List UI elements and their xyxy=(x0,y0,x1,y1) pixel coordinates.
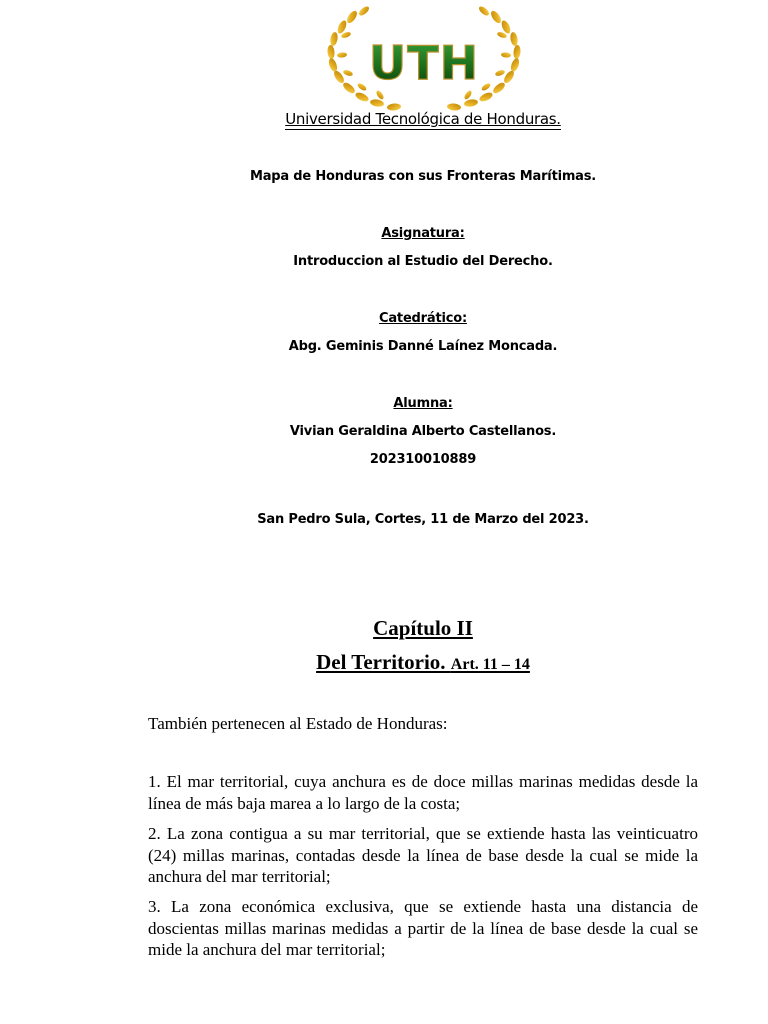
chapter-articles: Art. 11 – 14 xyxy=(450,656,530,673)
chapter-heading: Capítulo II xyxy=(373,616,473,640)
teacher-label: Catedrático: xyxy=(379,311,467,326)
chapter-subheading xyxy=(0,650,768,675)
place-date: San Pedro Sula, Cortes, 11 de Marzo del 2023. xyxy=(257,512,589,527)
university-name: Universidad Tecnológica de Honduras. xyxy=(285,110,561,128)
teacher-value: Abg. Geminis Danné Laínez Moncada. xyxy=(288,339,558,354)
list-item-2: 2. La zona contigua a su mar territorial, que se extiende hasta las veinticuatro (24) millas marinas, contadas desde la línea de base desde la cual se mide la anchura del mar territorial; xyxy=(148,824,698,886)
document-title: Mapa de Honduras con sus Fronteras Marítimas. xyxy=(249,169,597,184)
uth-logo xyxy=(324,5,524,117)
subject-label: Asignatura: xyxy=(381,226,465,241)
subject-value: Introduccion al Estudio del Derecho. xyxy=(293,254,553,269)
logo-text: UTH xyxy=(368,36,480,90)
student-id: 202310010889 xyxy=(369,452,477,467)
intro-paragraph: También pertenecen al Estado de Honduras: xyxy=(148,714,448,733)
student-label: Alumna: xyxy=(393,396,453,411)
list-item-3: 3. La zona económica exclusiva, que se extiende hasta una distancia de doscientas millas marinas medidas a partir de la línea de base desde la cual se mide la anchura del mar territorial; xyxy=(148,897,698,959)
chapter-subtitle: Del Territorio. xyxy=(316,650,446,674)
list-item-1: 1. El mar territorial, cuya anchura es de doce millas marinas medidas desde la línea de más baja marea a lo largo de la costa; xyxy=(148,772,698,813)
student-value: Vivian Geraldina Alberto Castellanos. xyxy=(289,424,557,439)
